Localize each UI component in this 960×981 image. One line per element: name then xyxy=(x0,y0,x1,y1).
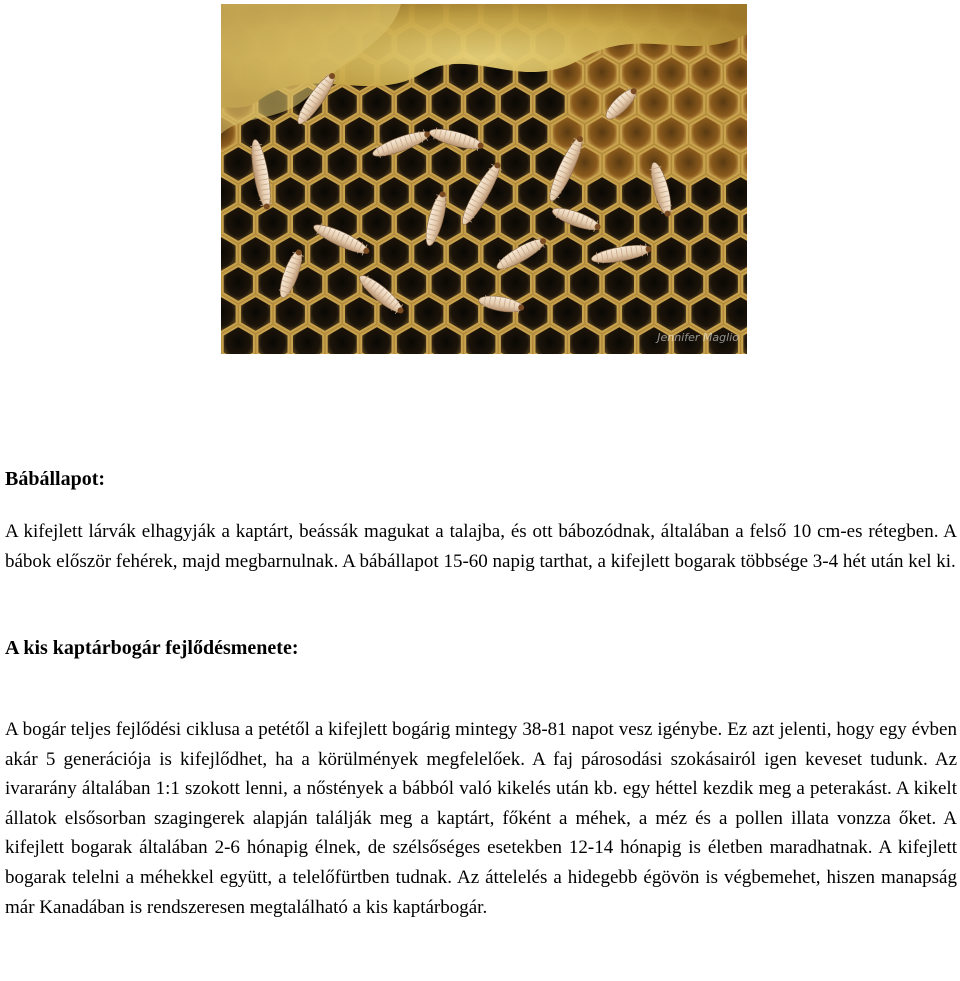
comb-cell xyxy=(656,116,687,152)
comb-cell xyxy=(656,56,687,92)
comb-cell xyxy=(708,206,739,242)
comb-cell xyxy=(656,236,687,272)
comb-cell xyxy=(309,176,340,212)
comb-cell xyxy=(327,146,358,182)
comb-cell xyxy=(638,86,669,122)
honeycomb-image xyxy=(221,4,747,354)
comb-cell xyxy=(292,206,323,242)
comb-cell xyxy=(396,86,427,122)
comb-cell xyxy=(708,146,739,182)
comb-cell xyxy=(344,176,375,212)
comb-cell xyxy=(327,86,358,122)
comb-cell xyxy=(517,176,548,212)
comb-cell xyxy=(344,116,375,152)
comb-cell xyxy=(517,296,548,332)
comb-cell xyxy=(673,266,704,302)
comb-cell xyxy=(621,56,652,92)
comb-cell xyxy=(292,146,323,182)
comb-cell xyxy=(396,206,427,242)
comb-cell xyxy=(690,56,721,92)
comb-cell xyxy=(552,296,583,332)
comb-cell xyxy=(587,56,618,92)
comb-cell xyxy=(690,236,721,272)
comb-cell xyxy=(361,206,392,242)
honeycomb-larvae-photo xyxy=(221,4,747,354)
comb-cell xyxy=(240,296,271,332)
comb-cell xyxy=(309,296,340,332)
comb-cell xyxy=(621,116,652,152)
comb-cell xyxy=(552,236,583,272)
comb-cell xyxy=(604,146,635,182)
comb-cell xyxy=(223,206,254,242)
comb-cell xyxy=(344,296,375,332)
comb-cell xyxy=(431,146,462,182)
comb-cell xyxy=(500,206,531,242)
comb-cell xyxy=(257,206,288,242)
comb-cell xyxy=(465,86,496,122)
comb-cell xyxy=(379,236,410,272)
comb-cell xyxy=(275,176,306,212)
pupa-heading: Bábállapot: xyxy=(5,468,106,490)
comb-cell xyxy=(690,116,721,152)
comb-cell xyxy=(708,86,739,122)
comb-cell xyxy=(431,86,462,122)
comb-cell xyxy=(309,116,340,152)
comb-cell xyxy=(500,266,531,302)
comb-cell xyxy=(483,116,514,152)
comb-cell xyxy=(500,86,531,122)
comb-cell xyxy=(327,266,358,302)
comb-cell xyxy=(673,146,704,182)
comb-cell xyxy=(638,266,669,302)
comb-cell xyxy=(500,146,531,182)
comb-cell xyxy=(604,266,635,302)
comb-cell xyxy=(621,176,652,212)
comb-cell xyxy=(569,266,600,302)
comb-cell xyxy=(621,296,652,332)
comb-cell xyxy=(587,176,618,212)
comb-cell xyxy=(517,116,548,152)
comb-cell xyxy=(448,296,479,332)
comb-cell xyxy=(656,296,687,332)
comb-cell xyxy=(673,86,704,122)
comb-cell xyxy=(223,146,254,182)
comb-cell xyxy=(673,206,704,242)
comb-cell xyxy=(569,86,600,122)
comb-cell xyxy=(690,176,721,212)
development-heading: A kis kaptárbogár fejlődésmenete: xyxy=(5,637,299,659)
comb-cell xyxy=(604,206,635,242)
comb-cell xyxy=(275,296,306,332)
development-paragraph: A bogár teljes fejlődési ciklusa a petétől a kifejlett bogárig mintegy 38-81 napot vesz igénybe. Ez azt jelenti, hogy egy évben akár 5 generációja is kifejlődhet, ha a körülmények megfelelőek. A faj párosodási szokásairól igen keveset tudunk. Az ivararány általában 1:1 szokott lenni, a nőstények a bábból való kikelés után kb. egy héttel kezdik meg a peterakást. A kikelt állatok elsősorban szagingerek alapján találják meg a kaptárt, főként a méhek, a méz és a pollen illata vonzza őket. A kifejlett bogarak általában 2-6 hónapig élnek, de szélsőséges esetekben 12-14 hónapig is életben maradhatnak. A kifejlett bogarak telelni a méhekkel együtt, a telelőfürtben tudnak. Az áttelelés a hidegebb égövön is végbemehet, hiszen manapság már Kanadában is rendszeresen megtalálható a kis kaptárbogár. xyxy=(5,719,957,918)
comb-cell xyxy=(535,86,566,122)
photo-watermark: Jennifer Maglio xyxy=(657,331,739,344)
comb-cell xyxy=(396,266,427,302)
comb-cell xyxy=(708,266,739,302)
pupa-paragraph: A kifejlett lárvák elhagyják a kaptárt, beássák magukat a talajba, és ott bábozódnak, általában a felső 10 cm-es rétegben. A bábok először fehérek, majd megbarnulnak. A bábállapot 15-60 napig tarthat, a kifejlett bogarak többsége 3-4 hét után kel ki. xyxy=(5,521,957,572)
comb-cell xyxy=(448,236,479,272)
comb-cell xyxy=(379,176,410,212)
comb-cell xyxy=(240,236,271,272)
comb-cell xyxy=(587,116,618,152)
comb-cell xyxy=(431,266,462,302)
comb-cell xyxy=(361,86,392,122)
comb-cell xyxy=(587,296,618,332)
comb-cell xyxy=(535,266,566,302)
comb-cell xyxy=(223,266,254,302)
comb-cell xyxy=(413,296,444,332)
comb-cell xyxy=(690,296,721,332)
